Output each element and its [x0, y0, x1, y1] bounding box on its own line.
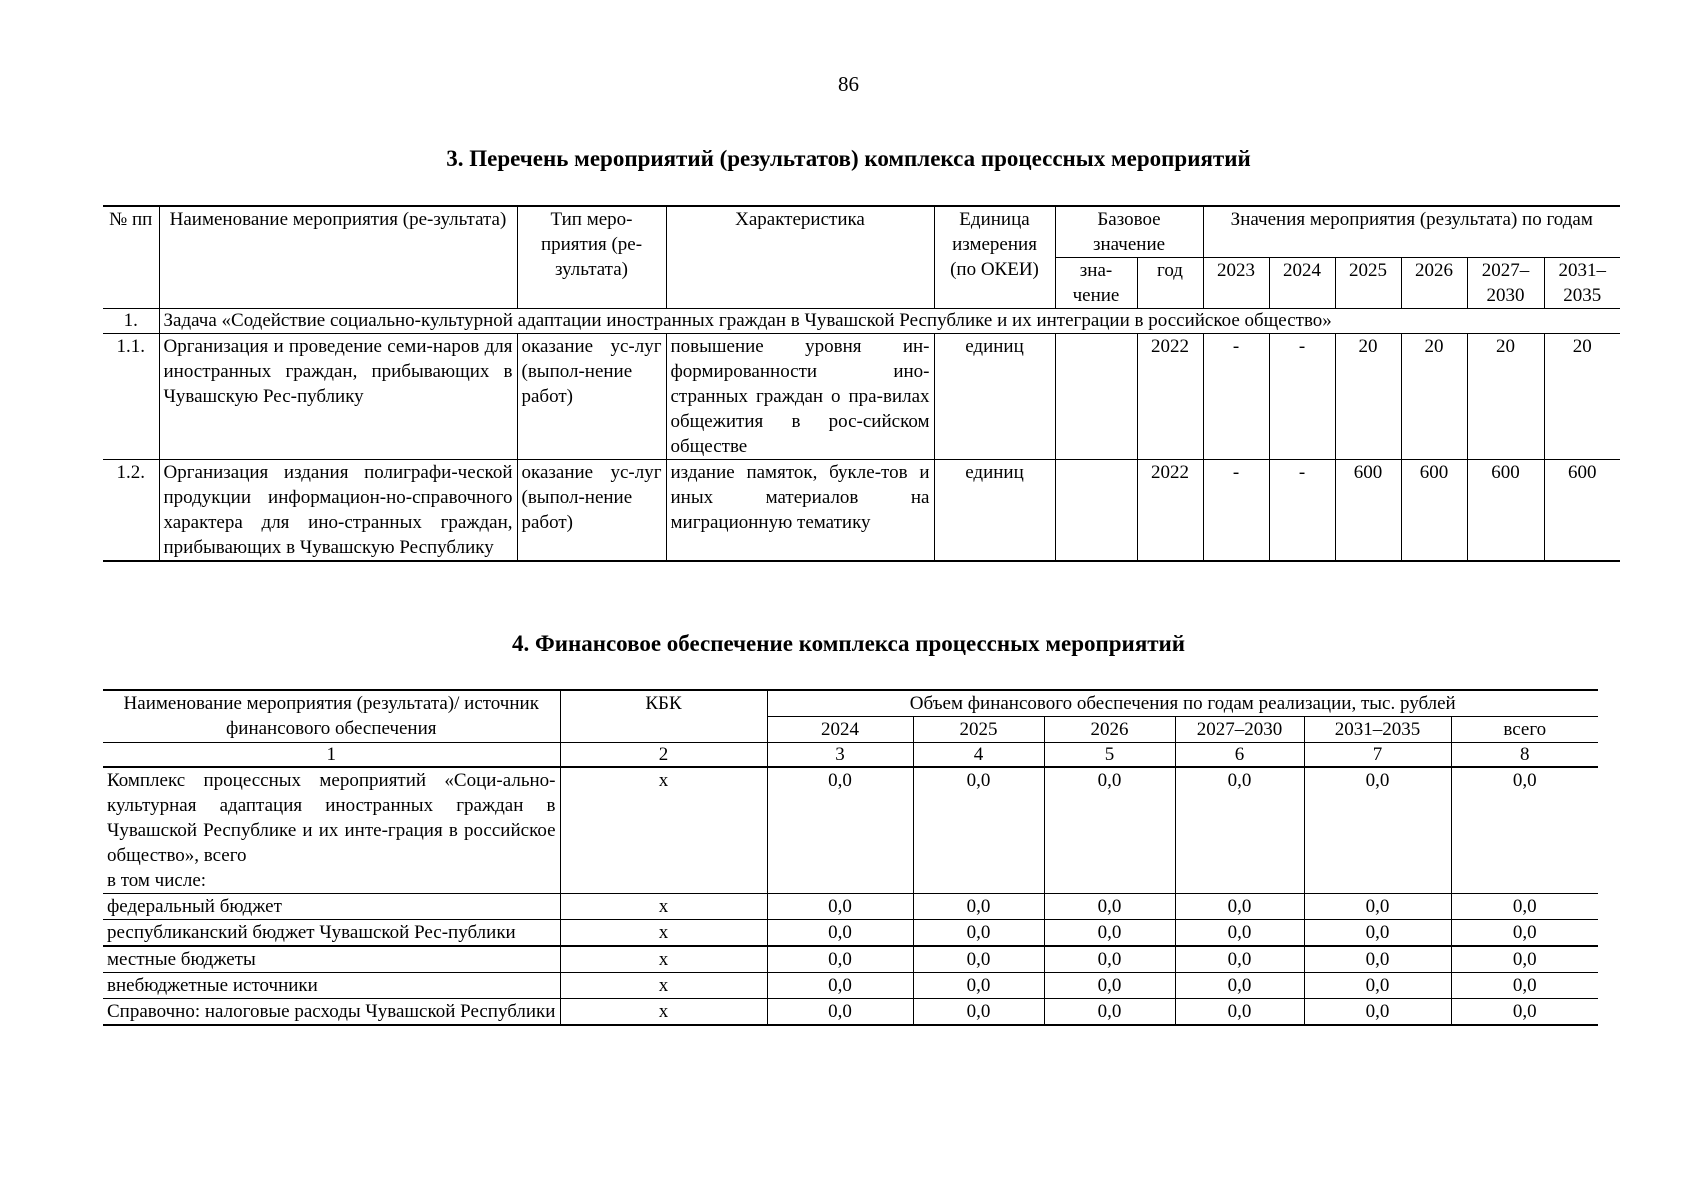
fin-row-name	[103, 767, 560, 894]
header-year: 2024	[1269, 258, 1335, 309]
fin-header-kbk: КБК	[560, 690, 767, 743]
table-row	[103, 894, 1598, 920]
header-base-year: год	[1137, 258, 1203, 309]
fin-header-year: 2027–2030	[1175, 717, 1304, 743]
fin-row-value: 0,0	[1451, 973, 1598, 999]
col-number: 5	[1044, 743, 1175, 768]
fin-header-total: всего	[1451, 717, 1598, 743]
fin-row-value: 0,0	[1451, 920, 1598, 947]
header-year: 2026	[1401, 258, 1467, 309]
header-values-group: Значения мероприятия (результата) по годам	[1203, 206, 1620, 258]
col-number: 7	[1304, 743, 1451, 768]
header-year: 2025	[1335, 258, 1401, 309]
row-num: 1.2.	[103, 460, 159, 562]
row-unit: единиц	[934, 334, 1055, 460]
col-number: 3	[767, 743, 913, 768]
fin-row-value: 0,0	[913, 767, 1044, 894]
section-4-title: 4. Финансовое обеспечение комплекса процессных мероприятий	[511, 631, 1186, 656]
task-num: 1.	[103, 309, 159, 334]
fin-row-value: 0,0	[913, 999, 1044, 1026]
task-row	[103, 309, 1620, 334]
fin-row-kbk: х	[560, 946, 767, 973]
col-number: 1	[103, 743, 560, 768]
row-value: 600	[1335, 460, 1401, 562]
page-number: 86	[838, 72, 859, 96]
fin-row-value: 0,0	[1044, 920, 1175, 947]
table-row	[103, 999, 1598, 1026]
fin-row-value: 0,0	[1175, 946, 1304, 973]
fin-row-value: 0,0	[913, 920, 1044, 947]
row-base-year: 2022	[1137, 460, 1203, 562]
row-base-value	[1055, 460, 1137, 562]
fin-row-value: 0,0	[1044, 973, 1175, 999]
fin-row-kbk: х	[560, 894, 767, 920]
fin-row-name: республиканский бюджет Чувашской Рес-публики	[103, 920, 560, 947]
col-number: 6	[1175, 743, 1304, 768]
fin-header-volume: Объем финансового обеспечения по годам реализации, тыс. рублей	[767, 690, 1598, 717]
fin-row-value: 0,0	[767, 894, 913, 920]
table-row	[103, 460, 1620, 562]
fin-header-year: 2024	[767, 717, 913, 743]
row-name: Организация и проведение семи-наров для иностранных граждан, прибывающих в Чувашскую Рес-публику	[159, 334, 517, 460]
row-unit: единиц	[934, 460, 1055, 562]
fin-row-value: 0,0	[913, 946, 1044, 973]
header-characteristic: Характеристика	[666, 206, 934, 309]
fin-row-value: 0,0	[1451, 767, 1598, 894]
fin-row-value: 0,0	[1044, 946, 1175, 973]
table-row	[103, 920, 1598, 947]
fin-row-value: 0,0	[1175, 894, 1304, 920]
fin-row-name: Справочно: налоговые расходы Чувашской Республики	[103, 999, 560, 1026]
fin-row-value: 0,0	[1175, 767, 1304, 894]
header-name: Наименование мероприятия (ре-зультата)	[159, 206, 517, 309]
fin-header-year: 2026	[1044, 717, 1175, 743]
fin-row-value: 0,0	[913, 973, 1044, 999]
fin-row-value: 0,0	[1044, 999, 1175, 1026]
fin-row-value: 0,0	[767, 999, 913, 1026]
fin-row-kbk: х	[560, 920, 767, 947]
fin-row-kbk: х	[560, 767, 767, 894]
fin-row-value: 0,0	[1175, 999, 1304, 1026]
row-base-year: 2022	[1137, 334, 1203, 460]
fin-row-kbk: х	[560, 999, 767, 1026]
row-value: 600	[1401, 460, 1467, 562]
row-value: 20	[1467, 334, 1544, 460]
fin-row-value: 0,0	[1304, 946, 1451, 973]
row-value: 20	[1401, 334, 1467, 460]
col-number: 2	[560, 743, 767, 768]
table-row	[103, 946, 1598, 973]
row-value: 20	[1544, 334, 1620, 460]
fin-row-value: 0,0	[1304, 894, 1451, 920]
row-characteristic: издание памяток, букле-тов и иных материалов на миграционную тематику	[666, 460, 934, 562]
header-year: 2023	[1203, 258, 1269, 309]
activities-table	[103, 205, 1620, 562]
fin-row-value: 0,0	[1304, 999, 1451, 1026]
table-row	[103, 767, 1598, 894]
header-year: 2027–2030	[1467, 258, 1544, 309]
fin-row-value: 0,0	[1451, 946, 1598, 973]
row-value: 600	[1544, 460, 1620, 562]
section-3-title: 3. Перечень мероприятий (результатов) комплекса процессных мероприятий	[446, 146, 1251, 171]
row-value: -	[1203, 460, 1269, 562]
row-value: -	[1203, 334, 1269, 460]
fin-row-value: 0,0	[767, 973, 913, 999]
fin-row-subtext: в том числе:	[107, 870, 207, 891]
fin-row-kbk: х	[560, 973, 767, 999]
fin-row-value: 0,0	[1175, 920, 1304, 947]
fin-row-name: федеральный бюджет	[103, 894, 560, 920]
header-base: Базовое значение	[1055, 206, 1203, 258]
fin-header-name: Наименование мероприятия (результата)/ источник финансового обеспечения	[103, 690, 560, 743]
row-type: оказание ус-луг (выпол-нение работ)	[517, 334, 666, 460]
fin-row-value: 0,0	[1175, 973, 1304, 999]
fin-row-value: 0,0	[767, 920, 913, 947]
fin-row-value: 0,0	[913, 894, 1044, 920]
financing-table	[103, 689, 1598, 1026]
fin-header-year: 2025	[913, 717, 1044, 743]
fin-row-value: 0,0	[1304, 973, 1451, 999]
row-name: Организация издания полиграфи-ческой продукции информацион-но-справочного характера для ино-странных граждан, прибывающих в Чувашскую Республику	[159, 460, 517, 562]
row-value: 600	[1467, 460, 1544, 562]
col-number: 8	[1451, 743, 1598, 768]
fin-row-value: 0,0	[767, 767, 913, 894]
row-num: 1.1.	[103, 334, 159, 460]
fin-row-name: местные бюджеты	[103, 946, 560, 973]
fin-row-value: 0,0	[1451, 894, 1598, 920]
header-year: 2031–2035	[1544, 258, 1620, 309]
fin-row-value: 0,0	[1451, 999, 1598, 1026]
fin-row-name-text: Комплекс процессных мероприятий «Соци-ально-культурная адаптация иностранных граждан в Чувашской Республике и их инте-грация в российское общество», всего	[107, 770, 556, 866]
header-unit: Единица измерения (по ОКЕИ)	[934, 206, 1055, 309]
col-number: 4	[913, 743, 1044, 768]
task-text: Задача «Содействие социально-культурной адаптации иностранных граждан в Чувашской Республике и их интеграции в российское общество»	[159, 309, 1620, 334]
fin-row-value: 0,0	[1304, 920, 1451, 947]
row-value: 20	[1335, 334, 1401, 460]
fin-row-value: 0,0	[1304, 767, 1451, 894]
row-characteristic: повышение уровня ин-формированности ино-странных граждан о пра-вилах общежития в рос-сийском обществе	[666, 334, 934, 460]
fin-row-value: 0,0	[1044, 894, 1175, 920]
fin-row-name: внебюджетные источники	[103, 973, 560, 999]
row-type: оказание ус-луг (выпол-нение работ)	[517, 460, 666, 562]
table-row	[103, 334, 1620, 460]
header-base-value: зна-чение	[1055, 258, 1137, 309]
fin-row-value: 0,0	[1044, 767, 1175, 894]
fin-header-year: 2031–2035	[1304, 717, 1451, 743]
table-row	[103, 973, 1598, 999]
header-num: № пп	[103, 206, 159, 309]
row-value: -	[1269, 334, 1335, 460]
header-type: Тип меро-приятия (ре-зультата)	[517, 206, 666, 309]
row-value: -	[1269, 460, 1335, 562]
row-base-value	[1055, 334, 1137, 460]
fin-row-value: 0,0	[767, 946, 913, 973]
